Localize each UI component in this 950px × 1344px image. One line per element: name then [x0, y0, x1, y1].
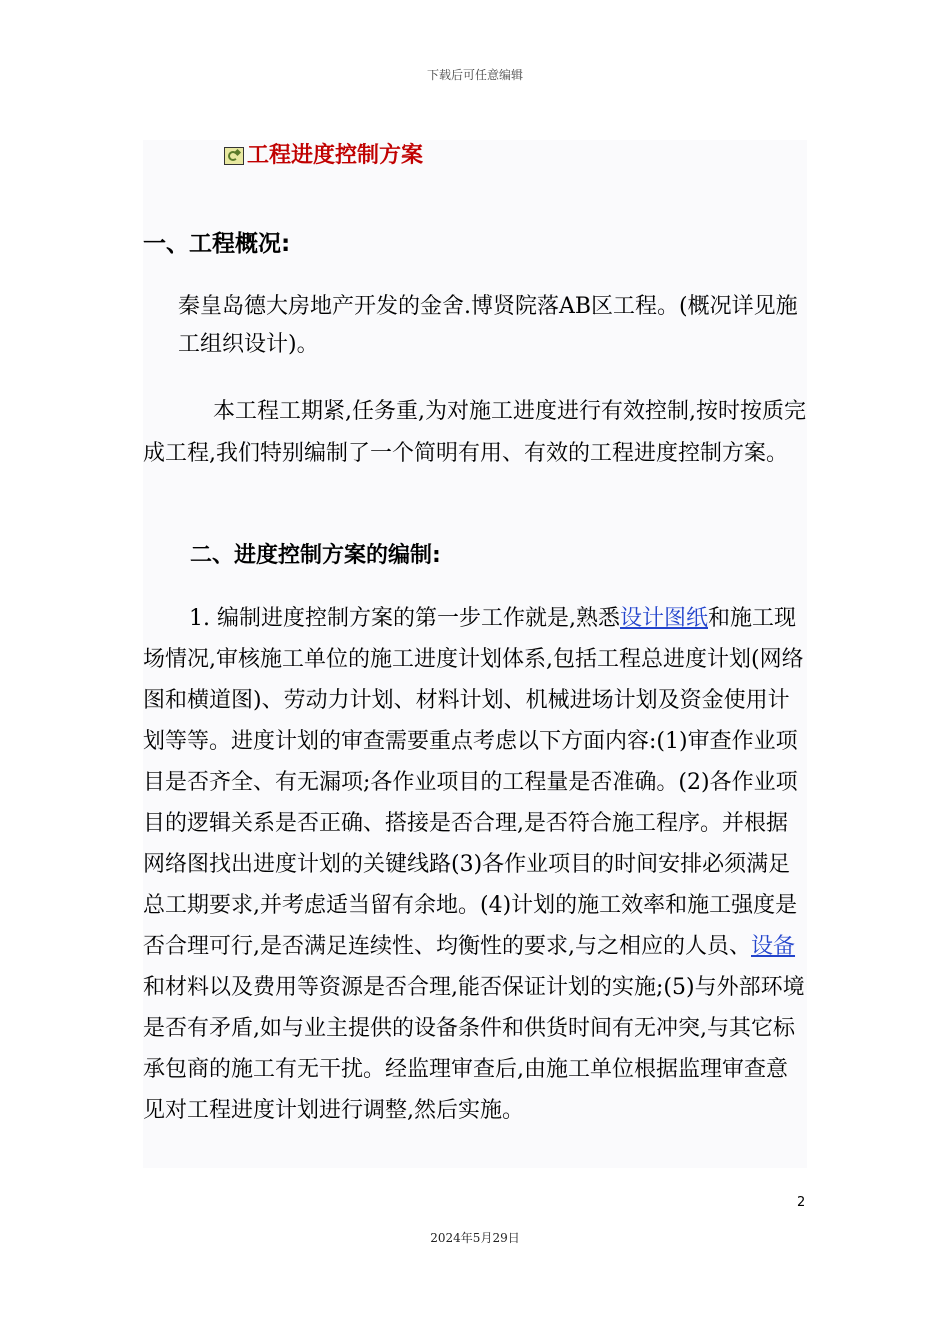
- document-title-text: 工程进度控制方案: [247, 143, 424, 168]
- section-heading-overview: 一、工程概况:: [143, 231, 291, 257]
- design-drawings-link[interactable]: 设计图纸: [619, 606, 708, 631]
- plan-text-start: 1. 编制进度控制方案的第一步工作就是,熟悉: [189, 606, 620, 631]
- document-title: [224, 141, 423, 171]
- intro-paragraph: 本工程工期紧,任务重,为对施工进度进行有效控制,按时按质完成工程,我们特别编制了一个简明有用、有效的工程进度控制方案。: [143, 399, 806, 466]
- section-heading-plan: 二、进度控制方案的编制:: [190, 543, 441, 568]
- plan-paragraph: [143, 598, 807, 1131]
- equipment-link[interactable]: 设备: [751, 934, 796, 959]
- document-icon: [224, 147, 244, 165]
- page-number: 2: [797, 1195, 806, 1210]
- overview-paragraph: 秦皇岛德大房地产开发的金舍.博贤院落AB区工程。(概况详见施工组织设计)。: [178, 294, 798, 357]
- plan-text-middle: 和施工现场情况,审核施工单位的施工进度计划体系,包括工程总进度计划(网络图和横道图)、劳动力计划、材料计划、机械进场计划及资金使用计划等等。进度计划的审查需要重点考虑以下方面内容:(1)审查作业项目是否齐全、有无漏项;各作业项目的工程量是否准确。(2)各作业项目的逻辑关系是否正确、搭接是否合理,是否符合施工程序。并根据网络图找出进度计划的关键线路(3)各作业项目的时间安排必须满足总工期要求,并考虑适当留有余地。(4)计划的施工效率和施工强度是否合理可行,是否满足连续性、均衡性的要求,与之相应的人员、: [143, 606, 804, 959]
- header-note: 下载后可任意编辑: [426, 68, 523, 82]
- plan-text-end: 和材料以及费用等资源是否合理,能否保证计划的实施;(5)与外部环境是否有矛盾,如与业主提供的设备条件和供货时间有无冲突,与其它标承包商的施工有无干扰。经监理审查后,由施工单位根据监理审查意见对工程进度计划进行调整,然后实施。: [143, 975, 805, 1123]
- footer-date: 2024年5月29日: [430, 1231, 520, 1245]
